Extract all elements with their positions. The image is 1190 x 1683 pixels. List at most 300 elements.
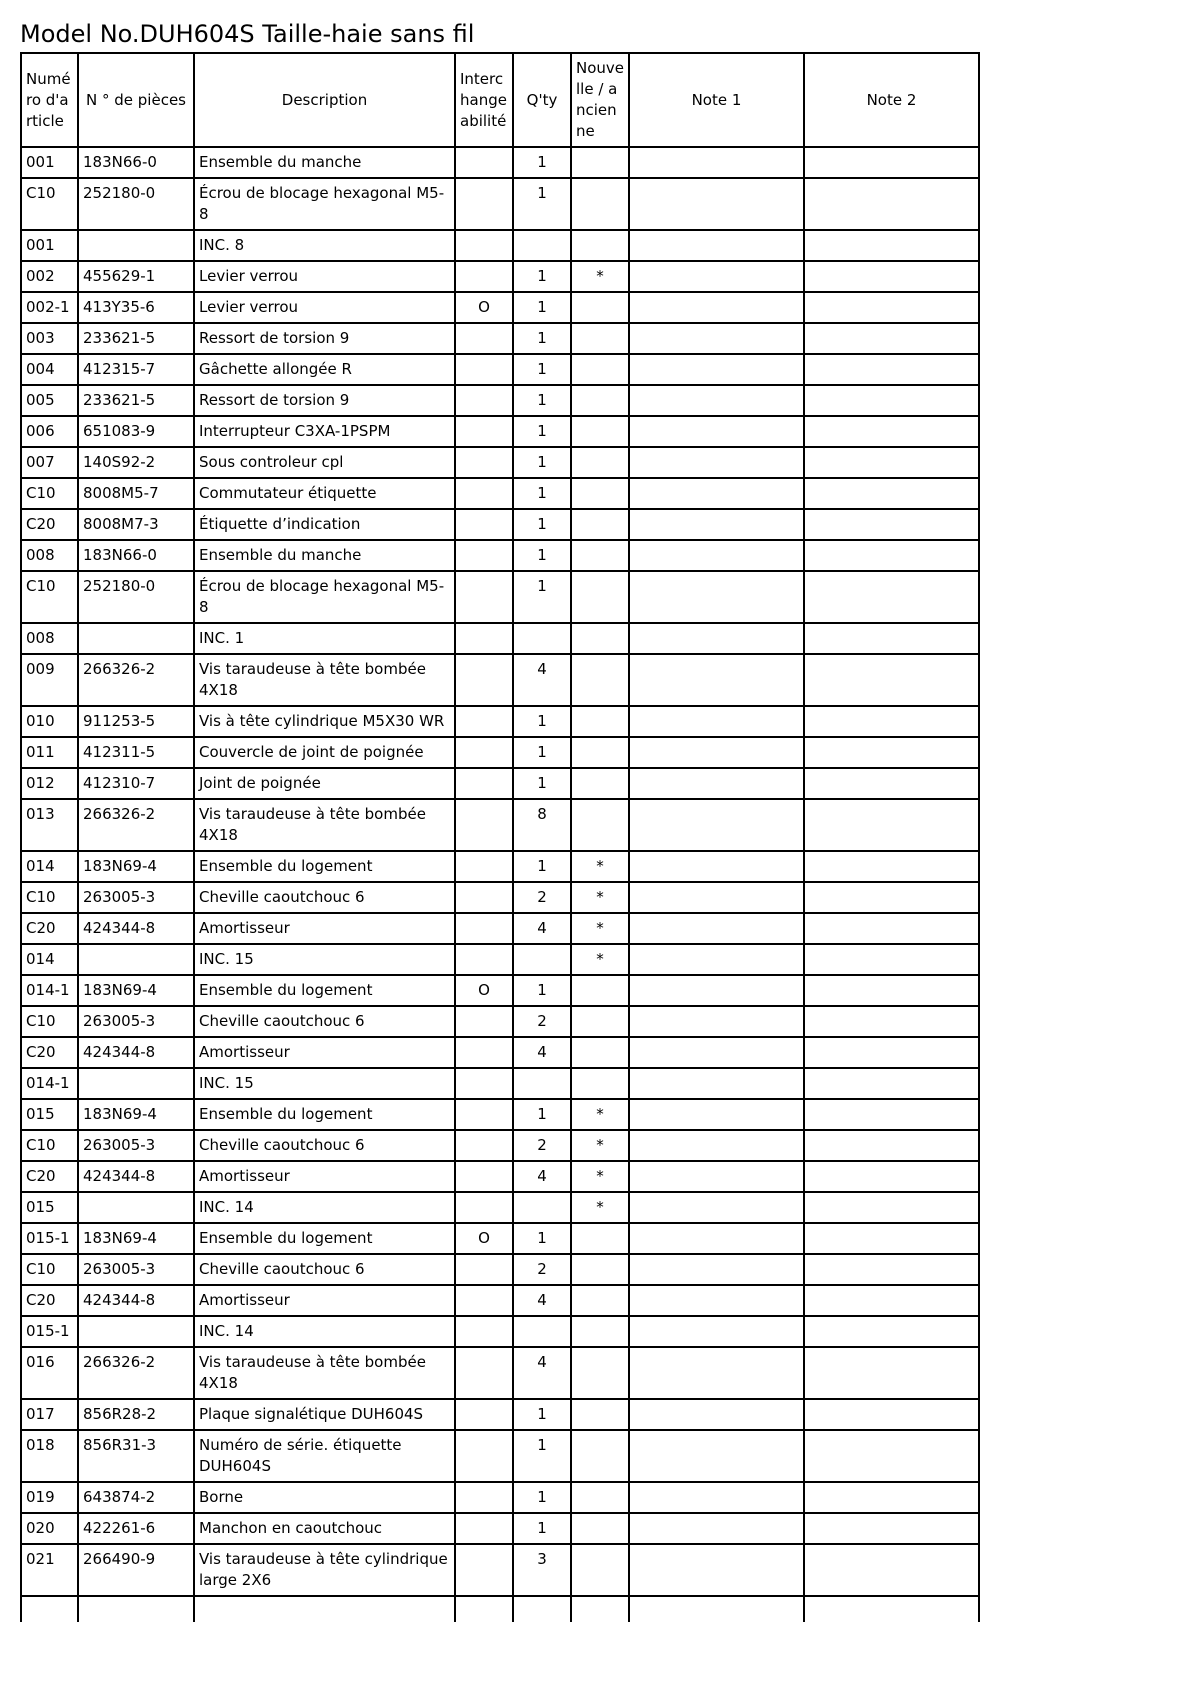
note-2-cell bbox=[804, 478, 979, 509]
note-1-cell bbox=[629, 913, 804, 944]
item-number-cell: 010 bbox=[21, 706, 78, 737]
table-row bbox=[21, 1254, 979, 1285]
item-number-cell: 020 bbox=[21, 1513, 78, 1544]
part-number-cell: 455629-1 bbox=[78, 261, 194, 292]
item-number-cell: C10 bbox=[21, 478, 78, 509]
interchangeability-cell bbox=[455, 1430, 513, 1482]
interchangeability-cell bbox=[455, 654, 513, 706]
page-title: Model No.DUH604S Taille-haie sans fil bbox=[20, 20, 475, 48]
new-old-cell bbox=[571, 799, 629, 851]
note-2-cell bbox=[804, 1099, 979, 1130]
note-1-cell bbox=[629, 1513, 804, 1544]
note-1-cell bbox=[629, 261, 804, 292]
table-row bbox=[21, 540, 979, 571]
interchangeability-cell bbox=[455, 1130, 513, 1161]
table-row bbox=[21, 768, 979, 799]
header-qty: Q'ty bbox=[513, 53, 571, 147]
note-2-cell bbox=[804, 1285, 979, 1316]
quantity-cell: 1 bbox=[513, 147, 571, 178]
table-row bbox=[21, 1399, 979, 1430]
item-number-cell: 005 bbox=[21, 385, 78, 416]
part-number-cell: 8008M7-3 bbox=[78, 509, 194, 540]
interchangeability-cell: O bbox=[455, 292, 513, 323]
table-row bbox=[21, 1161, 979, 1192]
note-2-cell bbox=[804, 1513, 979, 1544]
table-row bbox=[21, 416, 979, 447]
note-1-cell bbox=[629, 416, 804, 447]
table-row bbox=[21, 261, 979, 292]
new-old-cell: * bbox=[571, 1161, 629, 1192]
header-item-no: Numéro d'article bbox=[21, 53, 78, 147]
item-number-cell: C10 bbox=[21, 571, 78, 623]
quantity-cell bbox=[513, 1192, 571, 1223]
table-row-empty bbox=[21, 1596, 979, 1622]
new-old-cell bbox=[571, 147, 629, 178]
quantity-cell bbox=[513, 944, 571, 975]
quantity-cell: 2 bbox=[513, 1254, 571, 1285]
item-number-cell: 004 bbox=[21, 354, 78, 385]
table-row bbox=[21, 623, 979, 654]
new-old-cell bbox=[571, 706, 629, 737]
quantity-cell bbox=[513, 623, 571, 654]
new-old-cell bbox=[571, 292, 629, 323]
note-2-cell bbox=[804, 1316, 979, 1347]
item-number-cell: 001 bbox=[21, 147, 78, 178]
part-number-cell: 252180-0 bbox=[78, 571, 194, 623]
description-cell: Ensemble du manche bbox=[194, 540, 455, 571]
item-number-cell: 002 bbox=[21, 261, 78, 292]
table-row bbox=[21, 147, 979, 178]
new-old-cell bbox=[571, 1006, 629, 1037]
description-cell: Numéro de série. étiquette DUH604S bbox=[194, 1430, 455, 1482]
note-2-cell bbox=[804, 768, 979, 799]
new-old-cell bbox=[571, 447, 629, 478]
note-2-cell bbox=[804, 1430, 979, 1482]
new-old-cell: * bbox=[571, 1099, 629, 1130]
note-2-cell bbox=[804, 706, 979, 737]
part-number-cell: 422261-6 bbox=[78, 1513, 194, 1544]
note-1-cell bbox=[629, 1068, 804, 1099]
note-1-cell bbox=[629, 1161, 804, 1192]
quantity-cell: 1 bbox=[513, 1482, 571, 1513]
note-1-cell bbox=[629, 882, 804, 913]
part-number-cell: 263005-3 bbox=[78, 882, 194, 913]
note-2-cell bbox=[804, 1037, 979, 1068]
part-number-cell: 643874-2 bbox=[78, 1482, 194, 1513]
part-number-cell: 424344-8 bbox=[78, 1285, 194, 1316]
description-cell: Vis taraudeuse à tête bombée 4X18 bbox=[194, 799, 455, 851]
interchangeability-cell bbox=[455, 737, 513, 768]
item-number-cell: 008 bbox=[21, 540, 78, 571]
note-1-cell bbox=[629, 385, 804, 416]
note-1-cell bbox=[629, 1223, 804, 1254]
note-2-cell bbox=[804, 385, 979, 416]
table-row bbox=[21, 1068, 979, 1099]
quantity-cell: 1 bbox=[513, 354, 571, 385]
note-2-cell bbox=[804, 1254, 979, 1285]
note-2-cell bbox=[804, 1006, 979, 1037]
item-number-cell: 001 bbox=[21, 230, 78, 261]
description-cell: Écrou de blocage hexagonal M5-8 bbox=[194, 571, 455, 623]
interchangeability-cell bbox=[455, 706, 513, 737]
note-1-cell bbox=[629, 1006, 804, 1037]
quantity-cell: 1 bbox=[513, 706, 571, 737]
new-old-cell bbox=[571, 509, 629, 540]
note-2-cell bbox=[804, 447, 979, 478]
note-1-cell bbox=[629, 571, 804, 623]
description-cell: Cheville caoutchouc 6 bbox=[194, 1254, 455, 1285]
item-number-cell: C10 bbox=[21, 882, 78, 913]
new-old-cell: * bbox=[571, 944, 629, 975]
description-cell: Borne bbox=[194, 1482, 455, 1513]
quantity-cell bbox=[513, 1068, 571, 1099]
item-number-cell: C20 bbox=[21, 913, 78, 944]
description-cell: Ensemble du manche bbox=[194, 147, 455, 178]
description-cell: Écrou de blocage hexagonal M5-8 bbox=[194, 178, 455, 230]
new-old-cell bbox=[571, 975, 629, 1006]
new-old-cell: * bbox=[571, 851, 629, 882]
note-2-cell bbox=[804, 737, 979, 768]
description-cell: Amortisseur bbox=[194, 1161, 455, 1192]
interchangeability-cell bbox=[455, 913, 513, 944]
part-number-cell: 183N66-0 bbox=[78, 540, 194, 571]
note-1-cell bbox=[629, 1037, 804, 1068]
new-old-cell bbox=[571, 1544, 629, 1596]
quantity-cell: 1 bbox=[513, 416, 571, 447]
note-2-cell bbox=[804, 540, 979, 571]
note-2-cell bbox=[804, 261, 979, 292]
note-2-cell bbox=[804, 1192, 979, 1223]
new-old-cell bbox=[571, 1482, 629, 1513]
new-old-cell bbox=[571, 623, 629, 654]
description-cell: Plaque signalétique DUH604S bbox=[194, 1399, 455, 1430]
table-row bbox=[21, 447, 979, 478]
part-number-cell: 424344-8 bbox=[78, 1037, 194, 1068]
quantity-cell: 1 bbox=[513, 1099, 571, 1130]
table-row bbox=[21, 975, 979, 1006]
description-cell: Levier verrou bbox=[194, 292, 455, 323]
interchangeability-cell bbox=[455, 571, 513, 623]
item-number-cell: 008 bbox=[21, 623, 78, 654]
interchangeability-cell: O bbox=[455, 1223, 513, 1254]
item-number-cell: C20 bbox=[21, 1037, 78, 1068]
quantity-cell: 1 bbox=[513, 975, 571, 1006]
part-number-cell: 183N69-4 bbox=[78, 1099, 194, 1130]
part-number-cell bbox=[78, 1316, 194, 1347]
note-1-cell bbox=[629, 851, 804, 882]
table-row bbox=[21, 1192, 979, 1223]
part-number-cell: 183N69-4 bbox=[78, 1223, 194, 1254]
item-number-cell: 011 bbox=[21, 737, 78, 768]
table-row bbox=[21, 1544, 979, 1596]
note-2-cell bbox=[804, 571, 979, 623]
quantity-cell: 8 bbox=[513, 799, 571, 851]
description-cell: Cheville caoutchouc 6 bbox=[194, 1006, 455, 1037]
new-old-cell bbox=[571, 1430, 629, 1482]
new-old-cell bbox=[571, 1223, 629, 1254]
part-number-cell: 233621-5 bbox=[78, 385, 194, 416]
header-part-no: N ° de pièces bbox=[78, 53, 194, 147]
note-1-cell bbox=[629, 1347, 804, 1399]
item-number-cell: 015-1 bbox=[21, 1223, 78, 1254]
table-row bbox=[21, 1430, 979, 1482]
quantity-cell: 1 bbox=[513, 385, 571, 416]
new-old-cell bbox=[571, 1037, 629, 1068]
empty-cell bbox=[78, 1596, 194, 1622]
header-note-1: Note 1 bbox=[629, 53, 804, 147]
description-cell: INC. 14 bbox=[194, 1192, 455, 1223]
description-cell: Amortisseur bbox=[194, 913, 455, 944]
new-old-cell bbox=[571, 571, 629, 623]
item-number-cell: C10 bbox=[21, 1006, 78, 1037]
description-cell: Vis taraudeuse à tête cylindrique large 2X6 bbox=[194, 1544, 455, 1596]
description-cell: Manchon en caoutchouc bbox=[194, 1513, 455, 1544]
new-old-cell: * bbox=[571, 1192, 629, 1223]
new-old-cell bbox=[571, 737, 629, 768]
item-number-cell: 009 bbox=[21, 654, 78, 706]
part-number-cell: 8008M5-7 bbox=[78, 478, 194, 509]
empty-cell bbox=[194, 1596, 455, 1622]
note-2-cell bbox=[804, 323, 979, 354]
table-row bbox=[21, 851, 979, 882]
note-2-cell bbox=[804, 1161, 979, 1192]
quantity-cell: 1 bbox=[513, 1513, 571, 1544]
note-1-cell bbox=[629, 1482, 804, 1513]
description-cell: INC. 8 bbox=[194, 230, 455, 261]
table-header-row bbox=[21, 53, 979, 147]
part-number-cell: 413Y35-6 bbox=[78, 292, 194, 323]
interchangeability-cell bbox=[455, 261, 513, 292]
table-row bbox=[21, 1037, 979, 1068]
new-old-cell bbox=[571, 478, 629, 509]
new-old-cell bbox=[571, 654, 629, 706]
part-number-cell: 263005-3 bbox=[78, 1006, 194, 1037]
note-1-cell bbox=[629, 1099, 804, 1130]
quantity-cell: 4 bbox=[513, 1161, 571, 1192]
item-number-cell: 002-1 bbox=[21, 292, 78, 323]
interchangeability-cell bbox=[455, 447, 513, 478]
part-number-cell: 424344-8 bbox=[78, 913, 194, 944]
note-1-cell bbox=[629, 509, 804, 540]
description-cell: INC. 15 bbox=[194, 944, 455, 975]
note-1-cell bbox=[629, 1399, 804, 1430]
table-row bbox=[21, 354, 979, 385]
note-1-cell bbox=[629, 975, 804, 1006]
description-cell: Ensemble du logement bbox=[194, 851, 455, 882]
quantity-cell: 4 bbox=[513, 1037, 571, 1068]
interchangeability-cell bbox=[455, 623, 513, 654]
table-row bbox=[21, 178, 979, 230]
empty-cell bbox=[21, 1596, 78, 1622]
table-row bbox=[21, 1316, 979, 1347]
interchangeability-cell bbox=[455, 1068, 513, 1099]
interchangeability-cell bbox=[455, 1161, 513, 1192]
table-row bbox=[21, 944, 979, 975]
header-description: Description bbox=[194, 53, 455, 147]
part-number-cell: 856R28-2 bbox=[78, 1399, 194, 1430]
item-number-cell: 012 bbox=[21, 768, 78, 799]
table-row bbox=[21, 292, 979, 323]
item-number-cell: 014-1 bbox=[21, 975, 78, 1006]
new-old-cell: * bbox=[571, 882, 629, 913]
note-2-cell bbox=[804, 944, 979, 975]
description-cell: INC. 15 bbox=[194, 1068, 455, 1099]
table-row bbox=[21, 1099, 979, 1130]
quantity-cell: 1 bbox=[513, 1399, 571, 1430]
note-1-cell bbox=[629, 1544, 804, 1596]
note-2-cell bbox=[804, 1223, 979, 1254]
item-number-cell: 021 bbox=[21, 1544, 78, 1596]
interchangeability-cell bbox=[455, 1192, 513, 1223]
new-old-cell bbox=[571, 1316, 629, 1347]
note-1-cell bbox=[629, 1192, 804, 1223]
quantity-cell: 1 bbox=[513, 447, 571, 478]
part-number-cell: 911253-5 bbox=[78, 706, 194, 737]
description-cell: Gâchette allongée R bbox=[194, 354, 455, 385]
item-number-cell: 015-1 bbox=[21, 1316, 78, 1347]
note-2-cell bbox=[804, 292, 979, 323]
note-2-cell bbox=[804, 882, 979, 913]
note-1-cell bbox=[629, 230, 804, 261]
table-row bbox=[21, 478, 979, 509]
quantity-cell: 4 bbox=[513, 654, 571, 706]
note-1-cell bbox=[629, 447, 804, 478]
empty-cell bbox=[629, 1596, 804, 1622]
note-1-cell bbox=[629, 768, 804, 799]
interchangeability-cell bbox=[455, 1006, 513, 1037]
part-number-cell: 263005-3 bbox=[78, 1130, 194, 1161]
part-number-cell: 856R31-3 bbox=[78, 1430, 194, 1482]
table-row bbox=[21, 1223, 979, 1254]
quantity-cell: 1 bbox=[513, 851, 571, 882]
empty-cell bbox=[455, 1596, 513, 1622]
description-cell: Ensemble du logement bbox=[194, 1099, 455, 1130]
quantity-cell: 4 bbox=[513, 913, 571, 944]
part-number-cell: 412315-7 bbox=[78, 354, 194, 385]
table-row bbox=[21, 913, 979, 944]
description-cell: Couvercle de joint de poignée bbox=[194, 737, 455, 768]
description-cell: Vis taraudeuse à tête bombée 4X18 bbox=[194, 654, 455, 706]
quantity-cell: 1 bbox=[513, 261, 571, 292]
new-old-cell bbox=[571, 323, 629, 354]
quantity-cell: 1 bbox=[513, 292, 571, 323]
new-old-cell bbox=[571, 540, 629, 571]
parts-table-body bbox=[21, 147, 979, 1622]
note-1-cell bbox=[629, 292, 804, 323]
part-number-cell: 252180-0 bbox=[78, 178, 194, 230]
part-number-cell: 263005-3 bbox=[78, 1254, 194, 1285]
item-number-cell: 007 bbox=[21, 447, 78, 478]
header-note-2: Note 2 bbox=[804, 53, 979, 147]
interchangeability-cell bbox=[455, 1544, 513, 1596]
note-2-cell bbox=[804, 416, 979, 447]
new-old-cell bbox=[571, 416, 629, 447]
item-number-cell: 013 bbox=[21, 799, 78, 851]
note-2-cell bbox=[804, 851, 979, 882]
quantity-cell: 2 bbox=[513, 1130, 571, 1161]
quantity-cell bbox=[513, 1316, 571, 1347]
note-1-cell bbox=[629, 1254, 804, 1285]
item-number-cell: 016 bbox=[21, 1347, 78, 1399]
description-cell: Étiquette d’indication bbox=[194, 509, 455, 540]
note-2-cell bbox=[804, 913, 979, 944]
interchangeability-cell bbox=[455, 799, 513, 851]
table-row bbox=[21, 1130, 979, 1161]
part-number-cell: 233621-5 bbox=[78, 323, 194, 354]
interchangeability-cell bbox=[455, 230, 513, 261]
interchangeability-cell bbox=[455, 1037, 513, 1068]
new-old-cell: * bbox=[571, 261, 629, 292]
quantity-cell: 1 bbox=[513, 178, 571, 230]
note-1-cell bbox=[629, 178, 804, 230]
note-2-cell bbox=[804, 1544, 979, 1596]
description-cell: Cheville caoutchouc 6 bbox=[194, 882, 455, 913]
part-number-cell bbox=[78, 623, 194, 654]
interchangeability-cell bbox=[455, 851, 513, 882]
part-number-cell: 266326-2 bbox=[78, 1347, 194, 1399]
interchangeability-cell bbox=[455, 323, 513, 354]
note-2-cell bbox=[804, 354, 979, 385]
quantity-cell bbox=[513, 230, 571, 261]
quantity-cell: 4 bbox=[513, 1347, 571, 1399]
table-row bbox=[21, 509, 979, 540]
interchangeability-cell bbox=[455, 1513, 513, 1544]
description-cell: Vis taraudeuse à tête bombée 4X18 bbox=[194, 1347, 455, 1399]
new-old-cell bbox=[571, 1285, 629, 1316]
description-cell: Commutateur étiquette bbox=[194, 478, 455, 509]
table-row bbox=[21, 882, 979, 913]
note-1-cell bbox=[629, 654, 804, 706]
description-cell: Joint de poignée bbox=[194, 768, 455, 799]
quantity-cell: 1 bbox=[513, 478, 571, 509]
item-number-cell: C10 bbox=[21, 1254, 78, 1285]
note-1-cell bbox=[629, 323, 804, 354]
part-number-cell bbox=[78, 944, 194, 975]
interchangeability-cell bbox=[455, 1285, 513, 1316]
description-cell: Cheville caoutchouc 6 bbox=[194, 1130, 455, 1161]
note-1-cell bbox=[629, 944, 804, 975]
note-2-cell bbox=[804, 975, 979, 1006]
part-number-cell bbox=[78, 1192, 194, 1223]
description-cell: Amortisseur bbox=[194, 1285, 455, 1316]
new-old-cell: * bbox=[571, 1130, 629, 1161]
note-1-cell bbox=[629, 706, 804, 737]
new-old-cell bbox=[571, 230, 629, 261]
new-old-cell bbox=[571, 385, 629, 416]
new-old-cell bbox=[571, 1399, 629, 1430]
item-number-cell: 017 bbox=[21, 1399, 78, 1430]
item-number-cell: 015 bbox=[21, 1099, 78, 1130]
quantity-cell: 1 bbox=[513, 1223, 571, 1254]
interchangeability-cell bbox=[455, 478, 513, 509]
note-1-cell bbox=[629, 737, 804, 768]
interchangeability-cell bbox=[455, 1482, 513, 1513]
new-old-cell bbox=[571, 178, 629, 230]
quantity-cell: 1 bbox=[513, 540, 571, 571]
quantity-cell: 2 bbox=[513, 882, 571, 913]
note-1-cell bbox=[629, 540, 804, 571]
note-1-cell bbox=[629, 147, 804, 178]
note-1-cell bbox=[629, 478, 804, 509]
new-old-cell bbox=[571, 354, 629, 385]
note-2-cell bbox=[804, 147, 979, 178]
table-row bbox=[21, 654, 979, 706]
interchangeability-cell bbox=[455, 944, 513, 975]
table-row bbox=[21, 1006, 979, 1037]
table-row bbox=[21, 323, 979, 354]
part-number-cell: 183N69-4 bbox=[78, 975, 194, 1006]
table-row bbox=[21, 706, 979, 737]
